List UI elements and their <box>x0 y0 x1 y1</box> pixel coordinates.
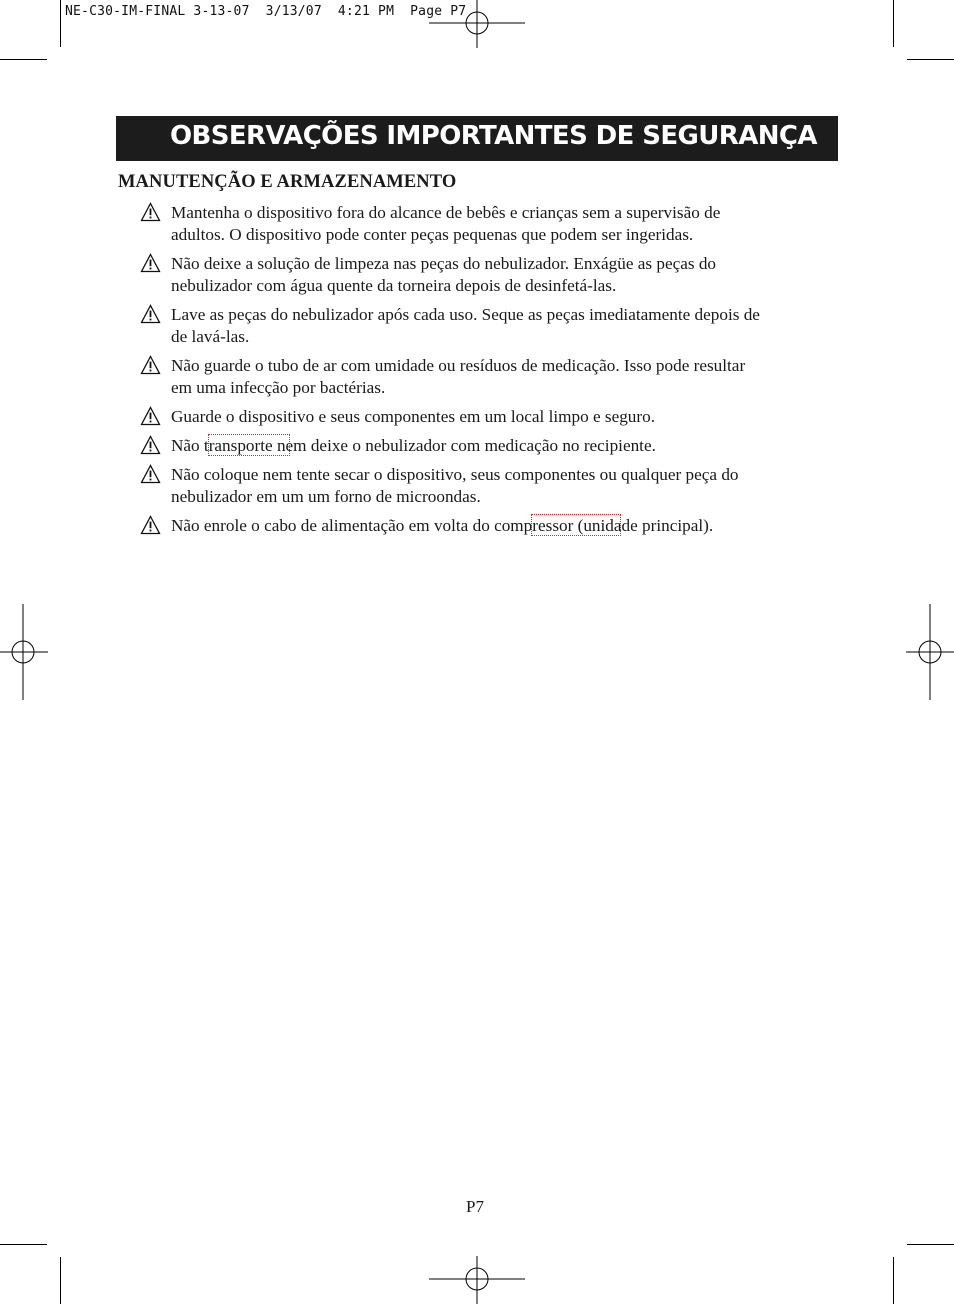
crop-mark <box>907 59 954 60</box>
warning-item <box>140 304 830 348</box>
warning-item-text <box>171 304 830 348</box>
registration-mark-bottom <box>429 1256 525 1304</box>
warning-triangle-icon <box>140 515 161 535</box>
warning-triangle-icon <box>140 435 161 455</box>
registration-mark-right <box>906 604 954 700</box>
warning-text-line: em uma infecção por bactérias. <box>171 378 386 397</box>
crop-mark <box>60 0 61 47</box>
warning-text-line: nebulizador com água quente da torneira depois de desinfetá-las. <box>171 276 617 295</box>
warning-text-line: Não coloque nem tente secar o dispositivo, seus componentes ou qualquer peça do <box>171 465 739 484</box>
warning-triangle-icon <box>140 304 161 324</box>
warning-item-text <box>171 355 830 399</box>
warning-text-line: adultos. O dispositivo pode conter peças pequenas que podem ser ingeridas. <box>171 225 694 244</box>
warning-text-line: de lavá-las. <box>171 327 250 346</box>
crop-mark <box>907 1244 954 1245</box>
crop-mark <box>0 1244 47 1245</box>
warning-item <box>140 202 830 246</box>
warning-text-line: Não guarde o tubo de ar com umidade ou resíduos de medicação. Isso pode resultar <box>171 356 746 375</box>
warning-text-line: Lave as peças do nebulizador após cada uso. Seque as peças imediatamente depois de <box>171 305 760 324</box>
registration-mark-left <box>0 604 48 700</box>
warning-triangle-icon <box>140 406 161 426</box>
warning-text-line: nebulizador em um um forno de microondas. <box>171 487 481 506</box>
registration-mark-top <box>429 0 525 48</box>
warning-item-text <box>171 515 830 537</box>
print-slug: NE-C30-IM-FINAL 3-13-07 3/13/07 4:21 PM Page P7 <box>65 4 467 19</box>
warning-triangle-icon <box>140 464 161 484</box>
warning-item <box>140 253 830 297</box>
title-banner <box>116 116 838 161</box>
warning-item-text <box>171 202 830 246</box>
annotation-box-transporte <box>208 434 290 456</box>
warning-item <box>140 515 830 537</box>
warning-item-text <box>171 406 830 428</box>
warning-item-text <box>171 464 830 508</box>
crop-mark <box>893 1257 894 1304</box>
warning-item <box>140 355 830 399</box>
warning-item <box>140 406 830 428</box>
page-number: P7 <box>466 1197 484 1216</box>
warning-text-line: Não deixe a solução de limpeza nas peças do nebulizador. Enxágüe as peças do <box>171 254 717 273</box>
warning-triangle-icon <box>140 355 161 375</box>
warning-item-text <box>171 253 830 297</box>
section-heading: MANUTENÇÃO E ARMAZENAMENTO <box>118 172 457 192</box>
crop-mark <box>0 59 47 60</box>
warning-text-line: Não enrole o cabo de alimentação em volta do compressor (unidade principal). <box>171 516 714 535</box>
warning-text-line: Mantenha o dispositivo fora do alcance de bebês e crianças sem a supervisão de <box>171 203 721 222</box>
crop-mark <box>893 0 894 47</box>
annotation-box-compressor <box>531 514 621 536</box>
warning-text-line: Guarde o dispositivo e seus componentes em um local limpo e seguro. <box>171 407 656 426</box>
warning-item <box>140 464 830 508</box>
warning-text-line: Não transporte nem deixe o nebulizador com medicação no recipiente. <box>171 436 656 455</box>
page-title: OBSERVAÇÕES IMPORTANTES DE SEGURANÇA <box>170 121 817 151</box>
warning-triangle-icon <box>140 202 161 222</box>
crop-mark <box>60 1257 61 1304</box>
warning-triangle-icon <box>140 253 161 273</box>
